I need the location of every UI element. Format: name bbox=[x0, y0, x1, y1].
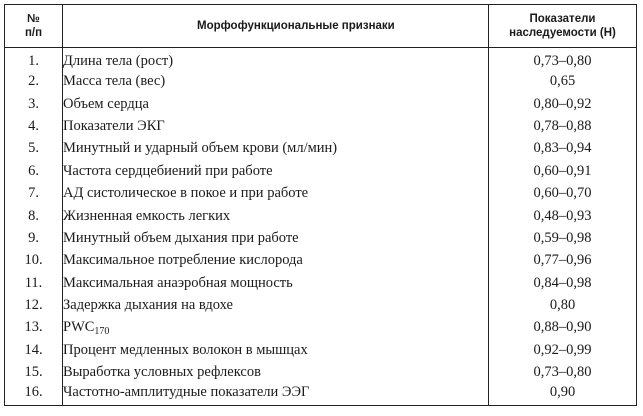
table-header bbox=[5, 5, 637, 48]
header-heritability-line2: наследуемости (Н) bbox=[509, 27, 616, 39]
table-row bbox=[5, 272, 637, 294]
row-feature: Длина тела (рост) bbox=[63, 48, 489, 71]
row-number: 11. bbox=[5, 272, 63, 294]
row-number: 15. bbox=[5, 361, 63, 383]
row-feature bbox=[63, 316, 489, 338]
row-value: 0,92–0,99 bbox=[489, 339, 637, 361]
table-row bbox=[5, 70, 637, 92]
header-heritability-line1: Показатели bbox=[529, 13, 596, 25]
header-row bbox=[5, 5, 637, 48]
row-value: 0,48–0,93 bbox=[489, 204, 637, 226]
row-value: 0,90 bbox=[489, 383, 637, 406]
row-feature: Частотно-амплитудные показатели ЭЭГ bbox=[63, 383, 489, 406]
row-feature: Процент медленных волокон в мышцах bbox=[63, 339, 489, 361]
row-number: 13. bbox=[5, 316, 63, 338]
table-row bbox=[5, 361, 637, 383]
row-number: 2. bbox=[5, 70, 63, 92]
row-value: 0,60–0,70 bbox=[489, 182, 637, 204]
row-number: 8. bbox=[5, 204, 63, 226]
table-row bbox=[5, 294, 637, 316]
row-value: 0,73–0,80 bbox=[489, 361, 637, 383]
header-heritability bbox=[489, 5, 637, 48]
row-feature: Максимальное потребление кислорода bbox=[63, 249, 489, 271]
row-number: 10. bbox=[5, 249, 63, 271]
row-number: 7. bbox=[5, 182, 63, 204]
row-feature: Показатели ЭКГ bbox=[63, 115, 489, 137]
table-row bbox=[5, 316, 637, 338]
table-row bbox=[5, 160, 637, 182]
row-feature: Частота сердцебиений при работе bbox=[63, 160, 489, 182]
header-number bbox=[5, 5, 63, 48]
row-feature: АД систолическое в покое и при работе bbox=[63, 182, 489, 204]
row-value: 0,80 bbox=[489, 294, 637, 316]
row-feature-text: PWC bbox=[63, 319, 95, 336]
table-row bbox=[5, 48, 637, 71]
row-feature: Масса тела (вес) bbox=[63, 70, 489, 92]
row-feature: Максимальная анаэробная мощность bbox=[63, 272, 489, 294]
row-value: 0,80–0,92 bbox=[489, 92, 637, 114]
table-row bbox=[5, 249, 637, 271]
row-number: 5. bbox=[5, 137, 63, 159]
row-value: 0,77–0,96 bbox=[489, 249, 637, 271]
table-row bbox=[5, 182, 637, 204]
row-feature: Выработка условных рефлексов bbox=[63, 361, 489, 383]
row-feature: Объем сердца bbox=[63, 92, 489, 114]
row-feature: Минутный и ударный объем крови (мл/мин) bbox=[63, 137, 489, 159]
table-body bbox=[5, 48, 637, 406]
header-feature: Морфофункциональные признаки bbox=[63, 5, 489, 48]
row-value: 0,84–0,98 bbox=[489, 272, 637, 294]
table-row bbox=[5, 339, 637, 361]
row-number: 3. bbox=[5, 92, 63, 114]
table-row bbox=[5, 383, 637, 406]
row-number: 4. bbox=[5, 115, 63, 137]
row-number: 16. bbox=[5, 383, 63, 406]
row-feature: Жизненная емкость легких bbox=[63, 204, 489, 226]
row-value: 0,78–0,88 bbox=[489, 115, 637, 137]
header-number-line1: № bbox=[27, 13, 40, 25]
row-number: 14. bbox=[5, 339, 63, 361]
row-value: 0,60–0,91 bbox=[489, 160, 637, 182]
heritability-table bbox=[4, 4, 637, 406]
row-feature: Минутный объем дыхания при работе bbox=[63, 227, 489, 249]
table-row bbox=[5, 137, 637, 159]
row-value: 0,73–0,80 bbox=[489, 48, 637, 71]
row-value: 0,83–0,94 bbox=[489, 137, 637, 159]
row-value: 0,88–0,90 bbox=[489, 316, 637, 338]
row-feature: Задержка дыхания на вдохе bbox=[63, 294, 489, 316]
row-number: 1. bbox=[5, 48, 63, 71]
row-number: 12. bbox=[5, 294, 63, 316]
table-row bbox=[5, 227, 637, 249]
table-row bbox=[5, 115, 637, 137]
row-feature-subscript: 170 bbox=[94, 326, 110, 338]
row-number: 6. bbox=[5, 160, 63, 182]
row-value: 0,59–0,98 bbox=[489, 227, 637, 249]
row-value: 0,65 bbox=[489, 70, 637, 92]
header-number-line2: п/п bbox=[24, 27, 43, 39]
table-row bbox=[5, 92, 637, 114]
row-number: 9. bbox=[5, 227, 63, 249]
table-row bbox=[5, 204, 637, 226]
